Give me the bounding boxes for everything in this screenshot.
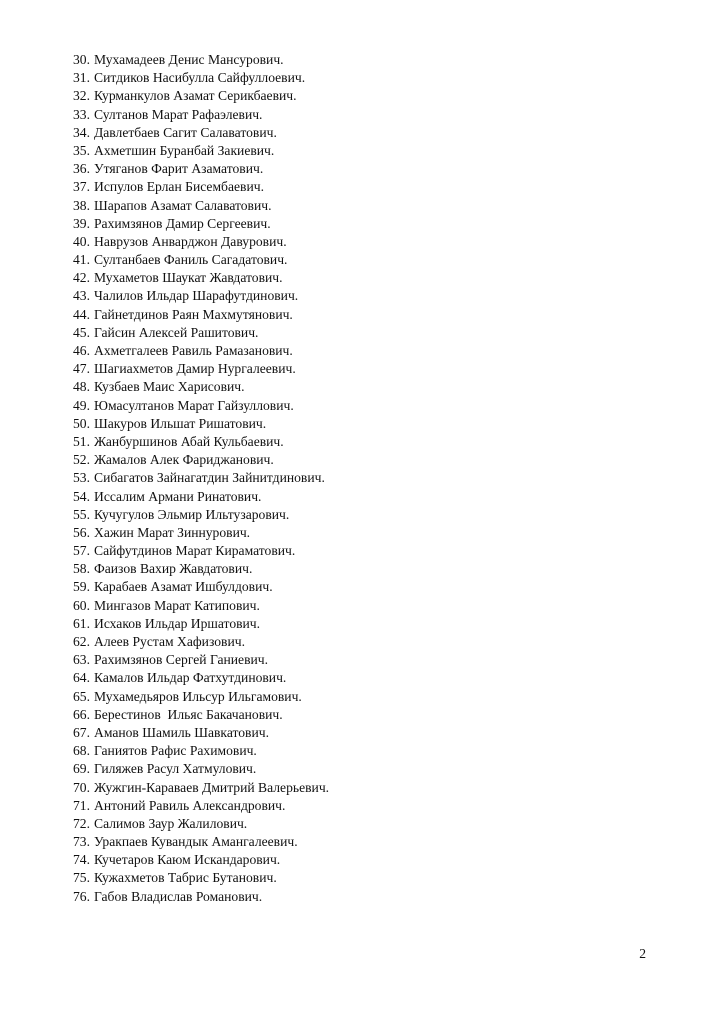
list-item-number: 49.	[73, 397, 90, 413]
list-item-name: Мухамедьяров Ильсур Ильгамович.	[94, 688, 302, 704]
list-item-name: Алеев Рустам Хафизович.	[94, 634, 245, 649]
list-item-name: Жужгин-Караваев Дмитрий Валерьевич.	[94, 779, 330, 795]
list-item-name: Карабаев Азамат Ишбулдович.	[94, 579, 273, 595]
list-item-number: 46.	[73, 343, 90, 358]
list-item-name: Фаизов Вахир Жавдатович.	[94, 561, 253, 577]
list-item-name: Кужахметов Табрис Бутанович.	[94, 870, 277, 886]
list-item-name: Габов Владислав Романович.	[94, 888, 263, 904]
list-item-number: 60.	[73, 597, 90, 613]
list-item	[73, 51, 329, 69]
list-item-name: Кучетаров Каюм Искандарович.	[94, 852, 281, 868]
list-item-number: 61.	[73, 615, 90, 631]
list-item-name: Кузбаев Маис Харисович.	[94, 379, 245, 395]
list-item-name: Испулов Ерлан Бисембаевич.	[94, 179, 264, 195]
list-item-name: Салимов Заур Жалилович.	[94, 815, 248, 831]
list-item-name: Жамалов Алек Фариджанович.	[94, 452, 274, 468]
list-item-name: Сибагатов Зайнагатдин Зайнитдинович.	[94, 470, 325, 486]
list-item-number: 58.	[73, 561, 90, 577]
list-item-number: 33.	[73, 106, 90, 122]
list-item	[73, 597, 329, 615]
list-item-number: 64.	[73, 670, 90, 686]
list-item	[73, 233, 329, 251]
list-item	[73, 342, 329, 360]
list-item	[73, 524, 329, 542]
list-item-number: 54.	[73, 488, 90, 504]
list-item-number: 50.	[73, 415, 90, 431]
list-item-name: Мухамадеев Денис Мансурович.	[94, 52, 284, 67]
page-number: 2	[639, 946, 646, 961]
list-item	[73, 415, 329, 433]
list-item-number: 67.	[73, 724, 90, 740]
list-item	[73, 815, 329, 833]
list-item-name: Мухаметов Шаукат Жавдатович.	[94, 270, 283, 286]
list-item-name: Давлетбаев Сагит Салаватович.	[94, 124, 277, 140]
list-item-name: Берестинов Ильяс Бакачанович.	[94, 706, 283, 722]
list-item-number: 44.	[73, 306, 90, 322]
list-item-name: Антоний Равиль Александрович.	[94, 797, 286, 813]
list-item	[73, 833, 329, 851]
list-item-name: Жанбуршинов Абай Кульбаевич.	[94, 433, 284, 449]
list-item-name: Юмасултанов Марат Гайзуллович.	[94, 397, 294, 413]
list-item-number: 71.	[73, 797, 90, 813]
list-item-name: Иссалим Армани Ринатович.	[94, 488, 262, 504]
list-item-number: 73.	[73, 834, 90, 850]
list-item-number: 63.	[73, 652, 90, 668]
list-item	[73, 306, 329, 324]
list-item-number: 62.	[73, 634, 90, 649]
list-item-number: 37.	[73, 179, 90, 195]
list-item	[73, 506, 329, 524]
list-item	[73, 633, 329, 651]
list-item	[73, 578, 329, 596]
list-item	[73, 869, 329, 887]
list-item-number: 36.	[73, 161, 90, 177]
list-item-number: 48.	[73, 379, 90, 395]
list-item-name: Хажин Марат Зиннурович.	[94, 524, 251, 540]
list-item-name: Сайфутдинов Марат Кираматович.	[94, 543, 296, 559]
list-item	[73, 87, 329, 105]
list-item-name: Курманкулов Азамат Серикбаевич.	[94, 88, 297, 104]
list-item-name: Шакуров Ильшат Ришатович.	[94, 415, 267, 431]
list-item	[73, 651, 329, 669]
list-item-name: Рахимзянов Сергей Ганиевич.	[94, 652, 269, 668]
list-item	[73, 469, 329, 487]
list-item-number: 69.	[73, 761, 90, 777]
list-item	[73, 378, 329, 396]
list-item	[73, 160, 329, 178]
list-item-number: 32.	[73, 88, 90, 104]
list-item	[73, 724, 329, 742]
list-item	[73, 669, 329, 687]
list-item-number: 75.	[73, 870, 90, 886]
list-item-name: Гайнетдинов Раян Махмутянович.	[94, 306, 293, 322]
list-item	[73, 106, 329, 124]
list-item-name: Исхаков Ильдар Иршатович.	[94, 615, 261, 631]
list-item-name: Шарапов Азамат Салаватович.	[94, 197, 272, 213]
list-item	[73, 360, 329, 378]
list-item-name: Камалов Ильдар Фатхутдинович.	[94, 670, 287, 686]
list-item	[73, 269, 329, 287]
list-item	[73, 287, 329, 305]
list-item	[73, 488, 329, 506]
list-item	[73, 615, 329, 633]
name-list	[73, 51, 329, 906]
list-item-name: Мингазов Марат Катипович.	[94, 597, 260, 613]
list-item	[73, 178, 329, 196]
list-item	[73, 142, 329, 160]
list-item-number: 30.	[73, 52, 90, 67]
list-item-name: Ахметшин Буранбай Закиевич.	[94, 142, 275, 158]
list-item-name: Ганиятов Рафис Рахимович.	[94, 743, 257, 759]
list-item	[73, 851, 329, 869]
list-item-number: 35.	[73, 142, 90, 158]
list-item	[73, 451, 329, 469]
list-item-number: 40.	[73, 233, 90, 249]
list-item	[73, 688, 329, 706]
list-item-name: Наврузов Анварджон Давурович.	[94, 233, 287, 249]
list-item	[73, 197, 329, 215]
list-item-number: 68.	[73, 743, 90, 759]
list-item-number: 72.	[73, 815, 90, 831]
list-item	[73, 69, 329, 87]
list-item-name: Гайсин Алексей Рашитович.	[94, 324, 259, 340]
list-item-number: 47.	[73, 361, 90, 377]
list-item-number: 74.	[73, 852, 90, 868]
list-item	[73, 397, 329, 415]
list-item-number: 34.	[73, 124, 90, 140]
list-item	[73, 433, 329, 451]
list-item-number: 76.	[73, 888, 90, 904]
list-item-number: 38.	[73, 197, 90, 213]
list-item-number: 65.	[73, 688, 90, 704]
list-item-name: Утяганов Фарит Азаматович.	[94, 161, 264, 177]
list-item-number: 52.	[73, 452, 90, 468]
list-item	[73, 888, 329, 906]
list-item-name: Рахимзянов Дамир Сергеевич.	[94, 215, 271, 231]
list-item-name: Кучугулов Эльмир Ильтузарович.	[94, 506, 290, 522]
list-item	[73, 706, 329, 724]
list-item-number: 55.	[73, 506, 90, 522]
list-item-number: 66.	[73, 706, 90, 722]
list-item	[73, 742, 329, 760]
list-item-name: Аманов Шамиль Шавкатович.	[94, 724, 269, 740]
list-item-number: 59.	[73, 579, 90, 595]
list-item	[73, 760, 329, 778]
list-item-name: Шагиахметов Дамир Нургалеевич.	[94, 361, 296, 377]
list-item-number: 56.	[73, 524, 90, 540]
list-item	[73, 215, 329, 233]
list-item	[73, 124, 329, 142]
list-item-name: Султанов Марат Рафаэлевич.	[94, 106, 263, 122]
list-item	[73, 251, 329, 269]
list-item-number: 41.	[73, 252, 90, 268]
list-item	[73, 324, 329, 342]
list-item-number: 57.	[73, 543, 90, 559]
list-item-number: 39.	[73, 215, 90, 231]
list-item-number: 42.	[73, 270, 90, 286]
list-item-name: Уракпаев Кувандык Амангалеевич.	[94, 834, 298, 850]
list-item-name: Чалилов Ильдар Шарафутдинович.	[94, 288, 299, 304]
list-item-name: Гиляжев Расул Хатмулович.	[94, 761, 257, 777]
list-item-number: 70.	[73, 779, 90, 795]
list-item-name: Ситдиков Насибулла Сайфуллоевич.	[94, 70, 306, 86]
list-item-name: Султанбаев Фаниль Сагадатович.	[94, 252, 288, 268]
list-item	[73, 560, 329, 578]
list-item	[73, 797, 329, 815]
list-item	[73, 779, 329, 797]
list-item	[73, 542, 329, 560]
list-item-number: 45.	[73, 324, 90, 340]
list-item-number: 51.	[73, 433, 90, 449]
list-item-number: 31.	[73, 70, 90, 86]
list-item-number: 43.	[73, 288, 90, 304]
list-item-name: Ахметгалеев Равиль Рамазанович.	[94, 343, 293, 358]
list-item-number: 53.	[73, 470, 90, 486]
